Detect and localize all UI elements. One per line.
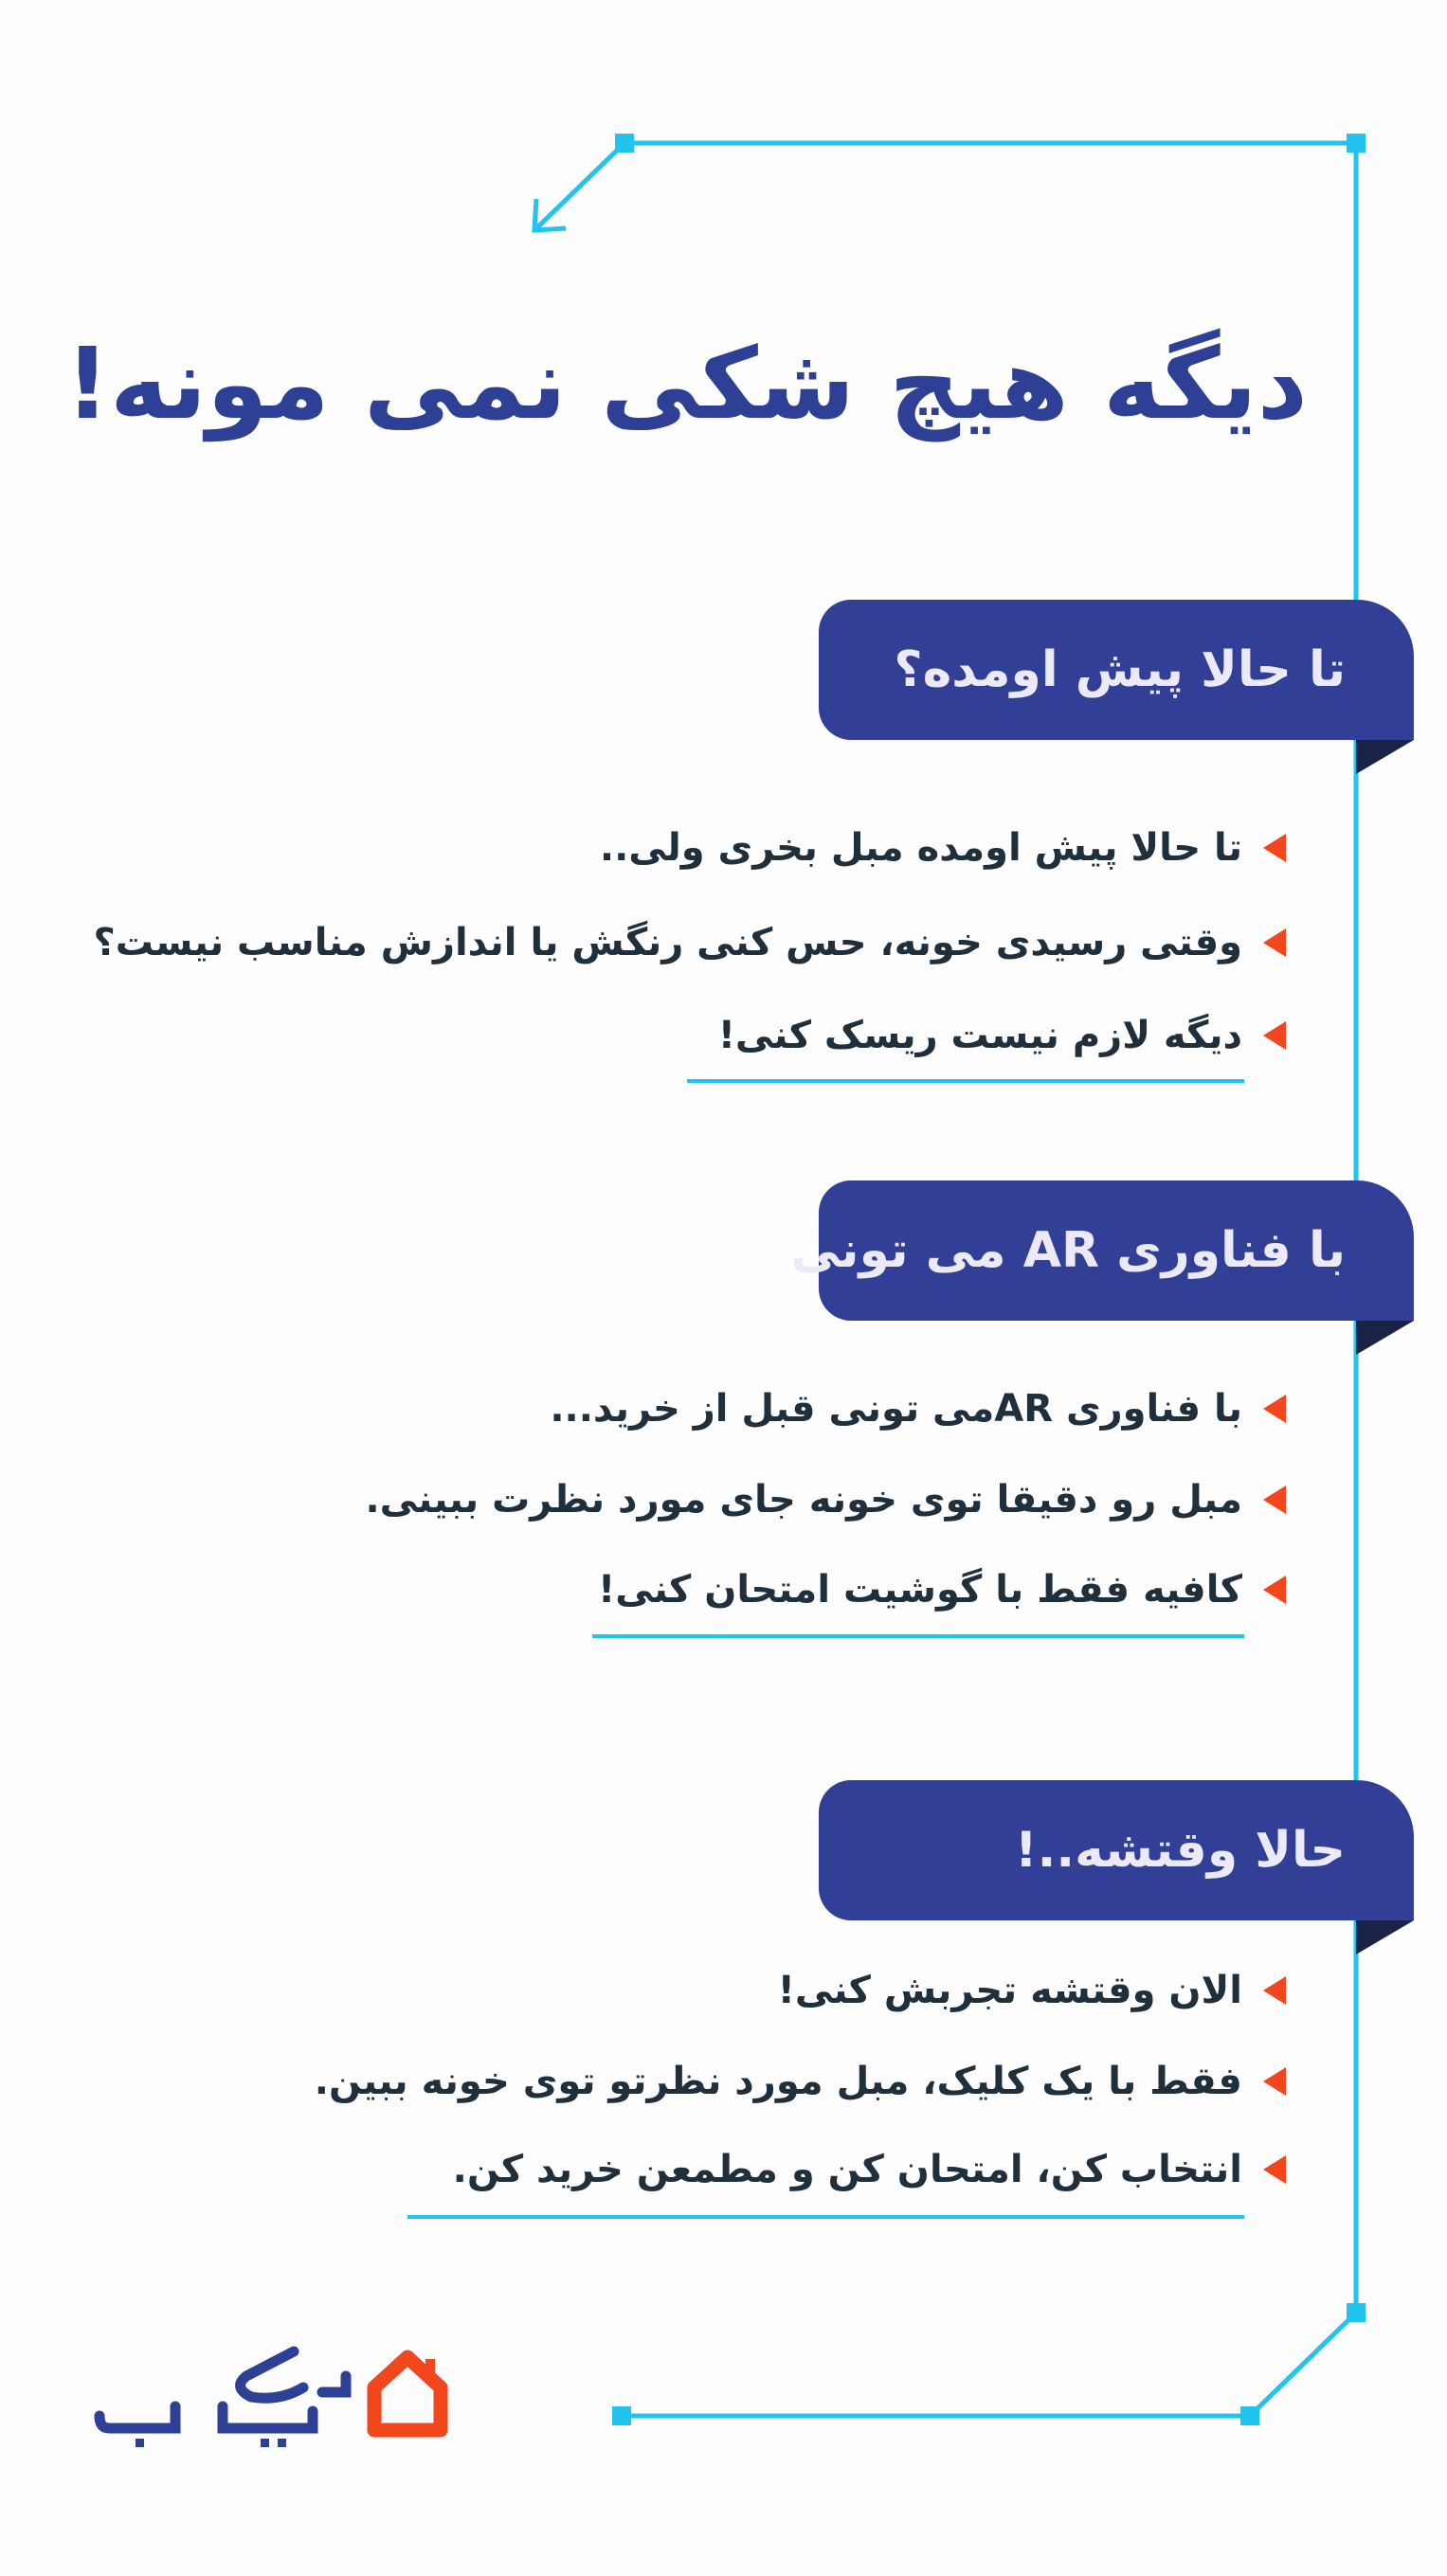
list-item: تا حالا پیش اومده مبل بخری ولی.. (600, 826, 1286, 870)
list-item: الان وقتشه تجربش کنی! (778, 1969, 1286, 2012)
house-icon (374, 2357, 441, 2430)
list-item: فقط با یک کلیک، مبل مورد نظرتو توی خونه ببین. (315, 2060, 1286, 2103)
arrow-left-icon (1263, 1976, 1286, 2005)
arrow-left-icon (1263, 928, 1286, 957)
list-item: مبل رو دقیقا توی خونه جای مورد نظرت ببینی. (365, 1478, 1286, 1522)
arrow-left-icon (1263, 1395, 1286, 1423)
arrow-left-icon (1263, 1021, 1286, 1050)
section-heading-badge (819, 600, 1414, 740)
underline-divider (407, 2215, 1244, 2219)
list-item: دیگه لازم نیست ریسک کنی! (718, 1014, 1286, 1057)
arrow-left-icon (1263, 1486, 1286, 1514)
section-heading: با فناوری AR می تونی (790, 1222, 1346, 1279)
underline-divider (687, 1079, 1244, 1083)
arrow-left-icon (1263, 834, 1286, 862)
arrow-left-icon (1263, 2155, 1286, 2184)
brand-logo (90, 2340, 460, 2454)
list-item: انتخاب کن، امتحان کن و مطمعن خرید کن. (453, 2148, 1286, 2191)
section-heading-badge (790, 1180, 1414, 1321)
arrow-left-icon (1263, 1576, 1286, 1604)
list-item: کافیه فقط با گوشیت امتحان کنی! (598, 1568, 1286, 1612)
section-heading-badge (819, 1780, 1414, 1920)
page-title: دیگه هیچ شکی نمی مونه! (64, 326, 1308, 441)
badge-fold (1356, 1321, 1414, 1355)
section-heading: حالا وقتشه..! (1014, 1822, 1346, 1879)
underline-divider (592, 1634, 1244, 1638)
arrow-left-icon (1263, 2067, 1286, 2096)
list-item: وقتی رسیدی خونه، حس کنی رنگش یا اندازش مناسب نیست؟ (94, 921, 1287, 964)
list-item: با فناوری ARمی تونی قبل از خرید... (550, 1387, 1286, 1431)
section-heading: تا حالا پیش اومده؟ (894, 641, 1346, 698)
badge-fold (1356, 740, 1414, 774)
badge-fold (1356, 1920, 1414, 1955)
